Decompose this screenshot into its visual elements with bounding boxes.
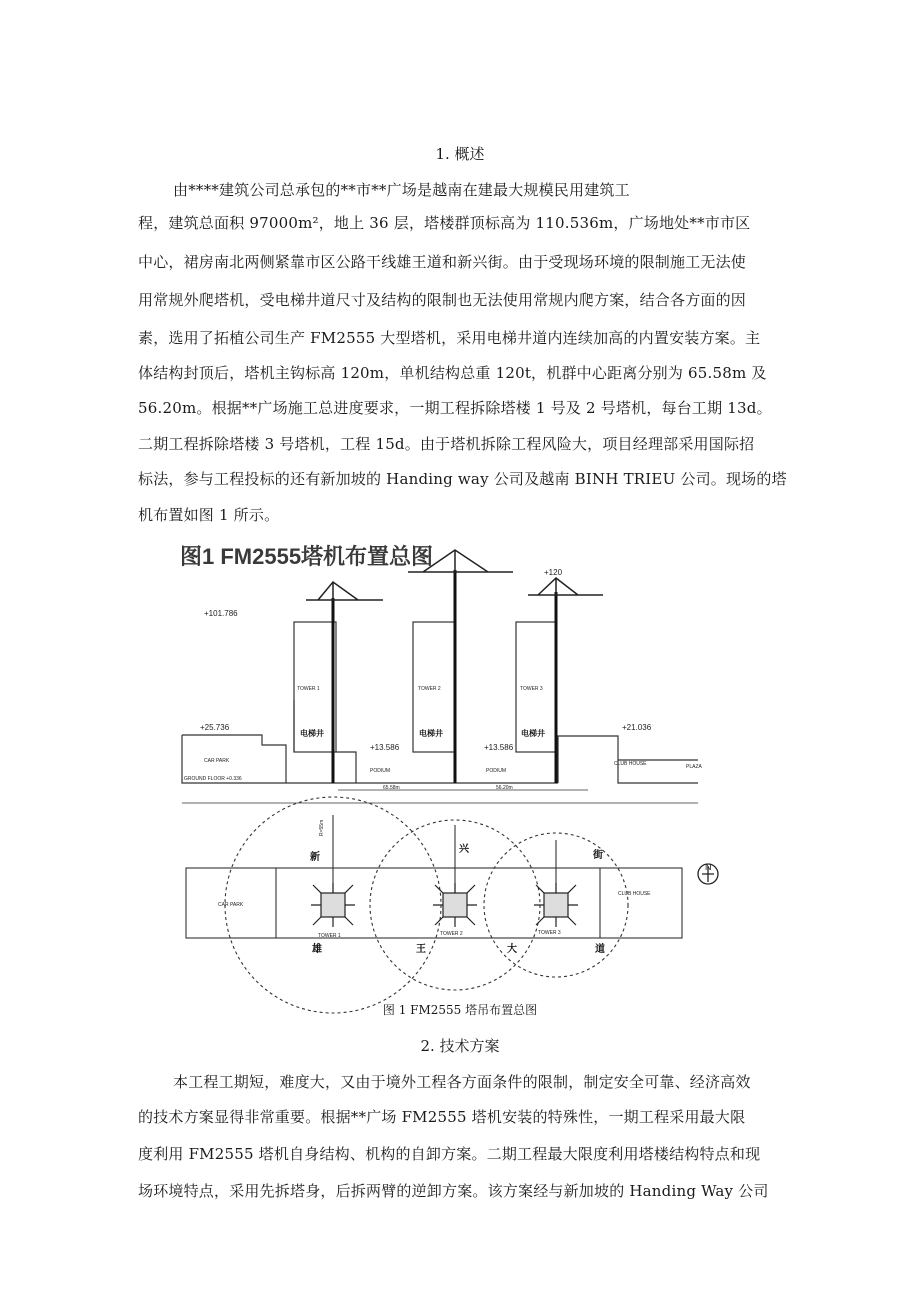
para2-line-3: 度利用 FM2555 塔机自身结构、机构的自卸方案。二期工程最大限度利用塔楼结构特点和现 [138, 1145, 761, 1163]
para1-line-4: 用常规外爬塔机，受电梯井道尺寸及结构的限制也无法使用常规内爬方案，结合各方面的因 [138, 291, 747, 309]
para2-line-2: 的技术方案显得非常重要。根据**广场 FM2555 塔机安装的特殊性，一期工程采用最大限 [138, 1108, 746, 1126]
car-park-label: CAR PARK [204, 758, 230, 764]
para1-line-10: 机布置如图 1 所示。 [138, 506, 280, 524]
elev-podium-2: +13.586 [484, 743, 514, 752]
street-north-2: 兴 [459, 844, 469, 855]
elev-top-right: +120 [544, 568, 563, 577]
tower-plans [311, 883, 578, 927]
plan-car-park: CAR PARK [218, 902, 244, 908]
dim-label-1: 65.58m [383, 785, 400, 791]
dim-label-2: 56.20m [496, 785, 513, 791]
radius-label: R=55m [319, 819, 325, 836]
elev-carpark: +25.736 [200, 723, 230, 732]
tower1-label: TOWER 1 [297, 686, 320, 692]
club-house-label: CLUB HOUSE [614, 761, 647, 767]
street-south-2: 王 [416, 944, 426, 955]
figure-title: 图1 FM2555塔机布置总图 [180, 544, 434, 569]
podium-label-2: PODIUM [486, 768, 506, 774]
para2-line-1: 本工程工期短，难度大，又由于境外工程各方面条件的限制，制定安全可靠、经济高效 [173, 1073, 751, 1091]
para2-line-4: 场环境特点，采用先拆塔身，后拆两臂的逆卸方案。该方案经与新加坡的 Handing Way 公司 [138, 1182, 769, 1200]
para1-line-1: 由****建筑公司总承包的**市**广场是越南在建最大规模民用建筑工 [173, 181, 630, 199]
para1-line-8: 二期工程拆除塔楼 3 号塔机，工程 15d。由于塔机拆除工程风险大，项目经理部采用国际招 [138, 435, 755, 453]
plan-tower3: TOWER 3 [538, 930, 561, 936]
street-south-4: 道 [595, 944, 605, 955]
plan-tower2: TOWER 2 [440, 931, 463, 937]
tower3-label: TOWER 3 [520, 686, 543, 692]
elevator-label-1: 电梯井 [300, 729, 324, 738]
figure-caption: 图 1 FM2555 塔吊布置总图 [382, 1003, 538, 1017]
plan-club-house: CLUB HOUSE [618, 891, 651, 897]
elev-clubhouse: +21.036 [622, 723, 652, 732]
elev-podium-1: +13.586 [370, 743, 400, 752]
elevation-view [182, 622, 698, 803]
section1-heading: 1. 概述 [435, 145, 485, 163]
podium-label-1: PODIUM [370, 768, 390, 774]
street-south-3: 大 [507, 944, 517, 955]
plan-tower1: TOWER 1 [318, 933, 341, 939]
crane-masts [333, 570, 556, 783]
street-north-3: 街 [593, 850, 603, 861]
tower-crane-layout-figure [178, 540, 712, 968]
street-north-1: 新 [310, 852, 320, 863]
para1-line-6: 体结构封顶后，塔机主钩标高 120m，单机结构总重 120t，机群中心距离分别为 65.58m 及 [138, 364, 767, 382]
para1-line-7: 56.20m。根据**广场施工总进度要求，一期工程拆除塔楼 1 号及 2 号塔机，每台工期 13d。 [138, 399, 772, 417]
para1-line-5: 素，选用了拓植公司生产 FM2555 大型塔机，采用电梯井道内连续加高的内置安装方案。主 [138, 329, 761, 347]
section2-heading: 2. 技术方案 [420, 1037, 500, 1055]
elevator-label-3: 电梯井 [521, 729, 545, 738]
para1-line-2: 程，建筑总面积 97000m²，地上 36 层，塔楼群顶标高为 110.536m，广场地处**市市区 [138, 214, 751, 232]
para1-line-9: 标法，参与工程投标的还有新加坡的 Handing way 公司及越南 BINH TRIEU 公司。现场的塔 [138, 470, 787, 488]
north-label: N [705, 862, 712, 872]
plaza-label: PLAZA [686, 764, 702, 770]
street-south-1: 雄 [312, 944, 322, 955]
para1-line-3: 中心，裙房南北两侧紧靠市区公路干线雄王道和新兴街。由于受现场环境的限制施工无法使 [138, 253, 747, 271]
ground-floor-label: GROUND FLOOR +0.336 [184, 776, 242, 782]
tower2-label: TOWER 2 [418, 686, 441, 692]
elev-top-left: +101.786 [204, 609, 238, 618]
elevator-label-2: 电梯井 [419, 729, 443, 738]
